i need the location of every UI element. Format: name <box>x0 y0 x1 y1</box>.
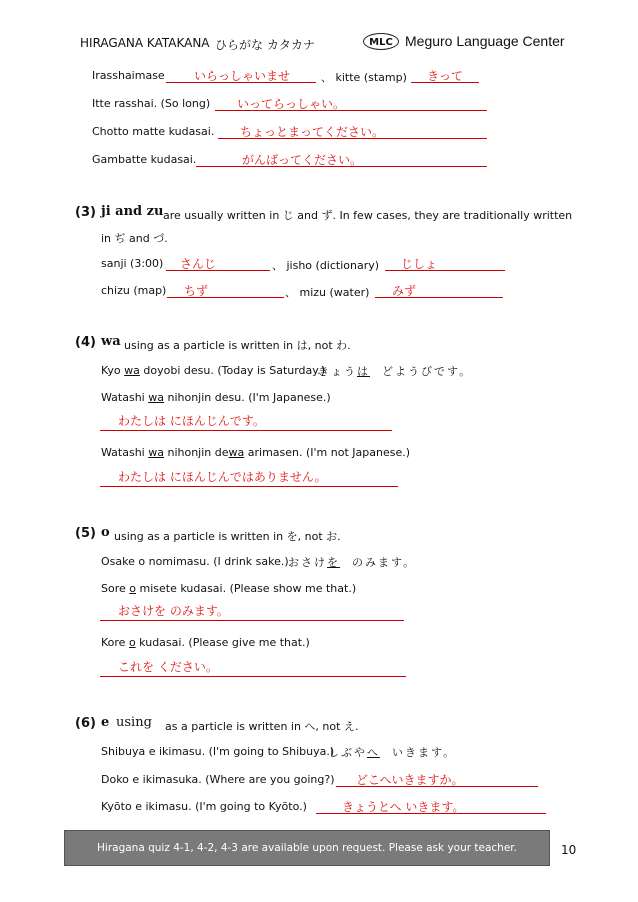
answer-text: いってらっしゃい。 <box>237 97 346 111</box>
answer-text: さんじ <box>180 257 217 271</box>
particle-underlined: wa <box>148 446 164 459</box>
example-text: Chotto matte kudasai. <box>92 125 215 138</box>
answer-text: じしょ <box>401 257 438 271</box>
header-title: HIRAGANA KATAKANA <box>80 36 210 50</box>
section-rule: using as a particle is written in を, not お. <box>114 530 341 543</box>
particle-underlined: へ <box>367 746 380 759</box>
footer-note: Hiragana quiz 4-1, 4-2, 4-3 are available upon request. Please ask your teacher. <box>64 830 550 866</box>
text-part: arimasen. (I'm not Japanese.) <box>244 446 411 459</box>
example-text: Gambatte kudasai. <box>92 153 197 166</box>
text-part: bi desu. (Today is Saturday.) <box>170 364 326 377</box>
example-sentence <box>101 364 325 377</box>
example-text: Itte rasshai. (So long) <box>92 97 211 110</box>
answer-blank <box>196 152 487 167</box>
text-part: おさけ <box>288 556 327 569</box>
example-sentence: Shibuya e ikimasu. (I'm going to Shibuya.) <box>101 745 335 758</box>
text-part: Kore <box>101 636 129 649</box>
answer-blank <box>316 799 546 814</box>
text-part: いきます。 <box>392 746 457 759</box>
particle-underlined: を <box>327 556 340 569</box>
answer-blank <box>336 772 538 787</box>
example-text: 、 kitte (stamp) <box>321 71 407 84</box>
particle-underlined: wa <box>124 364 140 377</box>
particle-underlined: は <box>357 365 370 378</box>
answer-blank <box>166 256 270 271</box>
text-part: nihonjin de <box>163 446 229 459</box>
answer-text: みず <box>392 284 417 298</box>
section-keyword-using: using <box>116 715 152 730</box>
text-part: どようびです。 <box>382 365 473 378</box>
example-sentence <box>101 446 410 459</box>
answer-text: きって <box>427 69 464 83</box>
text-part: しぶや <box>328 746 367 759</box>
school-logo: MLC <box>363 33 399 50</box>
answer-blank <box>100 660 406 677</box>
answer-blank <box>167 283 284 298</box>
header-title-kana: ひらがな カタカナ <box>215 38 315 52</box>
text-part: Watashi <box>101 391 149 404</box>
example-sentence <box>101 582 356 595</box>
example-text: 、 jisho (dictionary) <box>272 259 380 272</box>
kana-example <box>288 554 416 570</box>
section-rule-cont: in ぢ and づ. <box>101 232 168 245</box>
answer-text: ちょっとまってください。 <box>240 125 385 139</box>
answer-text: これを ください。 <box>118 660 218 674</box>
text-part: kudasai. (Please give me that.) <box>135 636 310 649</box>
text-part: misete kudasai. (Please show me that.) <box>136 582 357 595</box>
answer-text: いらっしゃいませ <box>194 69 291 83</box>
example-text: 、 mizu (water) <box>285 286 370 299</box>
text-part: Kyo <box>101 364 121 377</box>
text-part: きょう <box>318 365 357 378</box>
answer-blank <box>411 68 479 83</box>
text-part: Watashi <box>101 446 149 459</box>
section-keyword: wa <box>101 334 121 349</box>
answer-text: わたしは にほんじんではありません。 <box>118 470 327 484</box>
particle-underlined: wa <box>228 446 245 459</box>
answer-text: おさけを のみます。 <box>118 604 229 618</box>
example-sentence <box>101 391 331 404</box>
section-keyword: e <box>101 715 110 730</box>
particle-underlined: o <box>129 582 136 595</box>
example-sentence: Osake o nomimasu. (I drink sake.) <box>101 555 289 568</box>
text-part: doyo <box>139 364 171 377</box>
example-sentence: Kyōto e ikimasu. (I'm going to Kyōto.) <box>101 800 307 813</box>
answer-blank <box>215 96 487 111</box>
particle-underlined: wa <box>148 391 164 404</box>
section-rule: as a particle is written in へ, not え. <box>165 720 359 733</box>
text-part: nihonjin desu. (I'm Japanese.) <box>163 391 331 404</box>
particle-underlined: o <box>128 636 136 649</box>
section-keyword: ji and zu <box>101 204 164 219</box>
answer-blank <box>166 68 316 83</box>
section-rule: using as a particle is written in は, not わ. <box>124 339 351 352</box>
section-rule: are usually written in じ and ず. In few cases, they are traditionally written <box>163 209 573 222</box>
example-text: chizu (map) <box>101 284 167 297</box>
answer-blank <box>100 604 404 621</box>
example-sentence: Doko e ikimasuka. (Where are you going?) <box>101 773 335 786</box>
example-text: Irasshaimase <box>92 69 165 82</box>
answer-blank <box>100 470 398 487</box>
answer-text: きょうとへ いきます。 <box>342 800 465 814</box>
answer-text: ちず <box>184 284 209 298</box>
answer-text: がんばってください。 <box>242 153 363 167</box>
section-keyword: o <box>101 525 110 540</box>
answer-text: どこへいきますか。 <box>356 773 464 787</box>
section-number: (3) <box>75 205 96 220</box>
section-number: (6) <box>75 716 96 731</box>
section-number: (5) <box>75 526 96 541</box>
text-part: のみます。 <box>352 556 417 569</box>
answer-blank <box>375 283 503 298</box>
text-part: Sore <box>101 582 130 595</box>
example-sentence <box>101 636 310 649</box>
section-number: (4) <box>75 335 96 350</box>
answer-text: わたしは にほんじんです。 <box>118 414 265 428</box>
kana-example <box>328 744 456 760</box>
school-name: Meguro Language Center <box>405 33 565 49</box>
kana-example <box>318 363 472 379</box>
answer-blank <box>385 256 505 271</box>
page-number: 10 <box>561 843 577 857</box>
example-text: sanji (3:00) <box>101 257 164 270</box>
answer-blank <box>100 414 392 431</box>
answer-blank <box>218 124 487 139</box>
